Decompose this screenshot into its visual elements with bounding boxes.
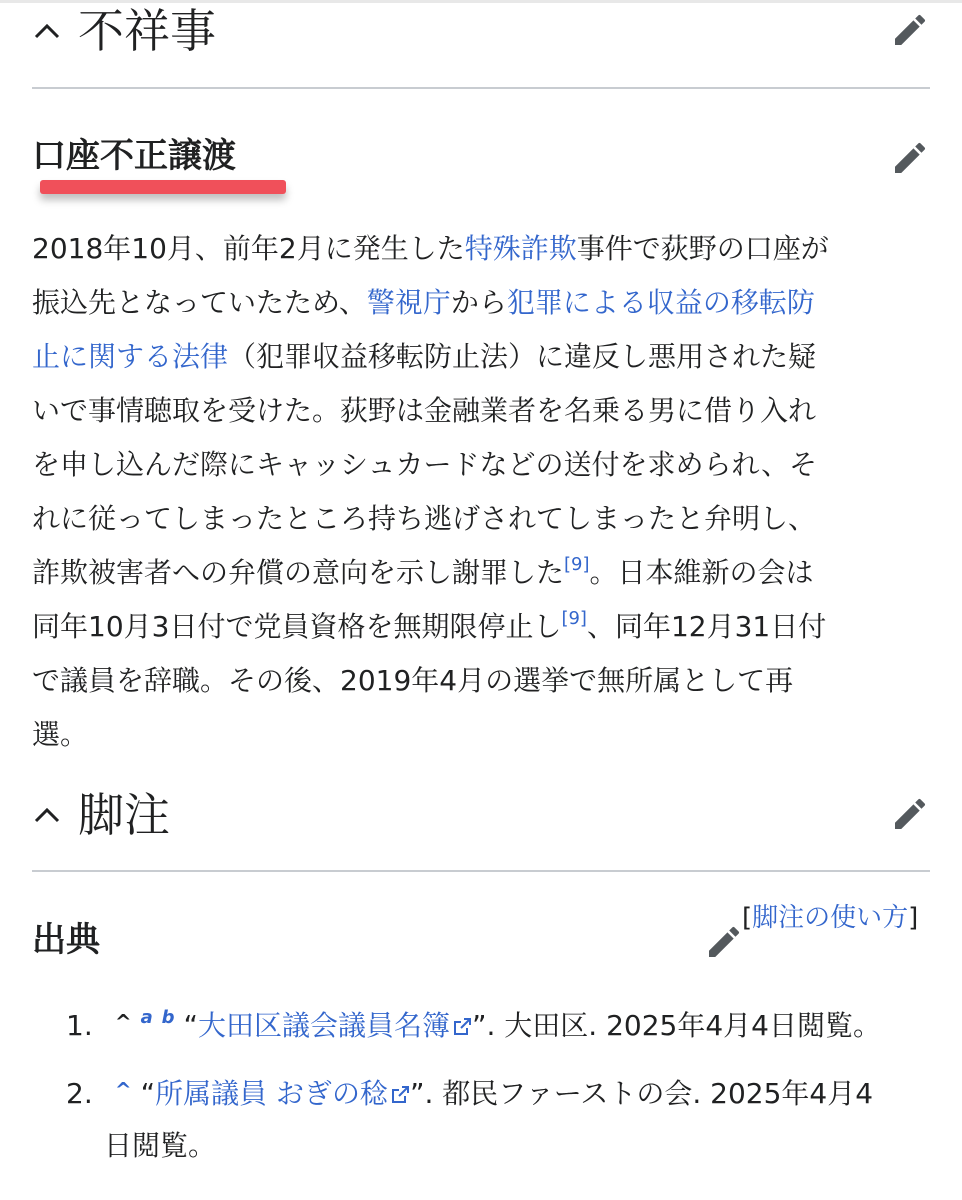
pencil-icon[interactable] xyxy=(890,10,930,50)
link-special-fraud[interactable]: 特殊詐欺 xyxy=(464,232,577,265)
paragraph-line: 2018年10月、前年2月に発生した特殊詐欺事件で荻野の口座が xyxy=(32,232,829,265)
reference-continuation: 日閲覧。 xyxy=(104,1129,217,1162)
backlink-a[interactable]: a xyxy=(140,1007,153,1028)
citation-9[interactable]: [9] xyxy=(561,608,587,629)
subsection-title: 口座不正譲渡 xyxy=(32,136,236,176)
paragraph-line: で議員を辞職。その後、2019年4月の選挙で無所属として再 xyxy=(32,664,794,697)
section-divider xyxy=(32,87,930,89)
paragraph-line: れに従ってしまったところ持ち逃げされてしまったと弁明し、 xyxy=(32,502,817,535)
footnote-usage-help: [脚注の使い方] xyxy=(742,903,919,933)
pencil-icon[interactable] xyxy=(890,138,930,178)
chevron-up-icon[interactable] xyxy=(32,16,62,46)
paragraph-line: を申し込んだ際にキャッシュカードなどの送付を求められ、そ xyxy=(32,448,818,481)
section-divider xyxy=(32,870,930,872)
citation-9[interactable]: [9] xyxy=(564,554,590,575)
paragraph-line: 選。 xyxy=(32,718,89,751)
section-title: 脚注 xyxy=(78,788,170,842)
backlink-b[interactable]: b xyxy=(161,1007,175,1028)
reference-number: 2. xyxy=(66,1077,93,1110)
footnote-usage-link[interactable]: 脚注の使い方 xyxy=(752,903,909,933)
paragraph-line: 詐欺被害者への弁償の意向を示し謝罪した[9]。日本維新の会は xyxy=(32,554,814,589)
section-title: 不祥事 xyxy=(78,4,216,58)
pencil-icon[interactable] xyxy=(890,794,930,834)
section-header-footnotes[interactable] xyxy=(32,784,930,854)
subsection-title-sources: 出典 xyxy=(32,920,100,960)
section-header-scandal[interactable] xyxy=(32,0,930,70)
reference-list xyxy=(66,990,936,1174)
chevron-up-icon[interactable] xyxy=(32,800,62,830)
reference-link[interactable]: 大田区議会議員名簿 xyxy=(198,1009,472,1042)
paragraph-line: 振込先となっていたため、警視庁から犯罪による収益の移転防 xyxy=(32,286,815,319)
backlink-caret[interactable]: ^ xyxy=(114,1078,132,1102)
reference-item: 1. ^ $^a$ $^b$ “大田区議会議員名簿 ”. 大田区. 2025年4月4日閲覧。 xyxy=(66,990,936,1046)
paragraph-line: いで事情聴取を受けた。荻野は金融業者を名乗る男に借り入れ xyxy=(32,394,817,427)
backlink-caret: ^ xyxy=(114,1010,132,1034)
paragraph-line: 止に関する法律（犯罪収益移転防止法）に違反し悪用された疑 xyxy=(32,340,817,373)
reference-item: 2. ^ “所属議員 おぎの稔 ”. 都民ファーストの会. 2025年4月4 日閲覧。 xyxy=(66,1062,936,1174)
pencil-icon[interactable] xyxy=(704,922,744,962)
external-link-icon xyxy=(390,1085,410,1105)
link-metropolitan-police[interactable]: 警視庁 xyxy=(366,286,451,319)
highlight-underline xyxy=(40,180,286,194)
external-link-icon xyxy=(452,1017,472,1037)
article-paragraph xyxy=(32,222,932,762)
reference-link[interactable]: 所属議員 おぎの稔 xyxy=(155,1077,410,1110)
link-criminal-proceeds-law-cont[interactable]: 止に関する法律 xyxy=(32,340,229,373)
reference-number: 1. xyxy=(66,1009,93,1042)
link-criminal-proceeds-law[interactable]: 犯罪による収益の移転防 xyxy=(506,286,815,319)
paragraph-line: 同年10月3日付で党員資格を無期限停止し[9]、同年12月31日付 xyxy=(32,608,827,643)
